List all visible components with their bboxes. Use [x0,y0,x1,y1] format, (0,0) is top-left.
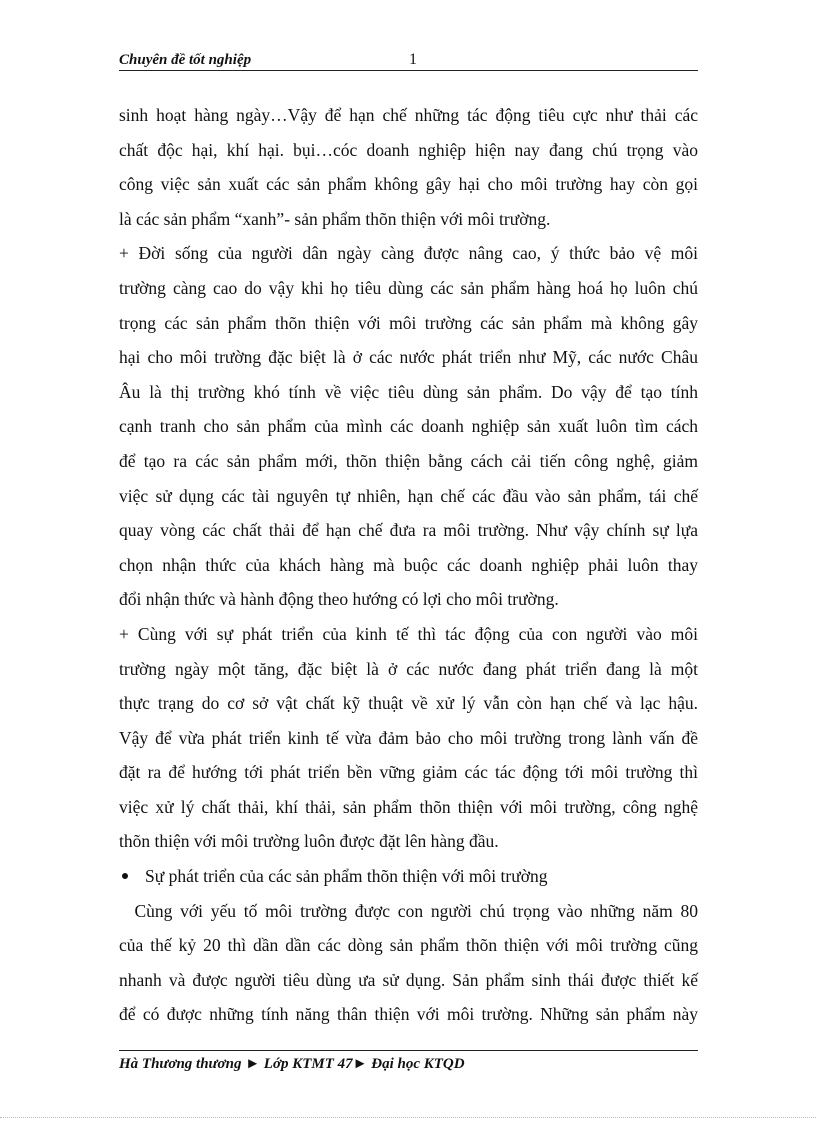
text-line: chất độc hại, khí hại. bụi…cóc doanh nghiệp hiện nay đang chú trọng vào [119,139,698,160]
footer-text: Hà Thương thương ► Lớp KTMT 47► Đại học KTQD [119,1056,465,1072]
text-line: chọn nhận thức của khách hàng mà buộc các doanh nghiệp phải luôn thay [119,554,698,575]
text-line: để có được những tính năng thân thiện với môi trường. Những sản phẩm này [119,1004,698,1025]
text-line: thực trạng do cơ sở vật chất kỹ thuật về xử lý vẫn còn hạn chế và lạc hậu. [119,693,698,714]
text-line: + Đời sống của người dân ngày càng được nâng cao, ý thức bảo vệ môi [119,243,698,264]
text-line: Cùng với yếu tố môi trường được con người chú trọng vào những năm 80 [119,900,698,921]
header-title: Chuyên đề tốt nghiệp [119,52,252,68]
text-line: trọng các sản phẩm thõn thiện với môi trường các sản phẩm mà không gây [119,312,698,333]
text-line: đặt ra để hướng tới phát triển bền vững giảm các tác động tới môi trường thì [119,762,698,783]
text-line: sinh hoạt hàng ngày…Vậy để hạn chế những tác động tiêu cực như thải các [119,105,698,125]
text-line: trường ngày một tăng, đặc biệt là ở các nước đang phát triển đang là một [119,658,698,679]
text-line: thõn thiện với môi trường luôn được đặt lên hàng đầu. [119,831,499,852]
text-line: cạnh tranh cho sản phẩm của mình các doanh nghiệp sản xuất luôn tìm cách [119,416,698,437]
bullet-item [119,859,698,894]
page-edge-divider [0,1117,816,1118]
document-body [119,98,698,1032]
page-footer [119,1050,698,1073]
text-line: đổi nhận thức và hành động theo hướng có lợi cho môi trường. [119,589,559,610]
text-line: việc xử lý chất thải, khí thải, sản phẩm thõn thiện với môi trường, công nghệ [119,796,698,817]
text-line: để tạo ra các sản phẩm mới, thõn thiện bằng cách cải tiến công nghệ, giảm [119,450,698,471]
text-line: là các sản phẩm “xanh”- sản phẩm thõn thiện với môi trường. [119,208,551,229]
page-header [119,52,698,71]
bullet-icon [122,873,128,879]
text-line: của thế kỷ 20 thì dần dần các dòng sản phẩm thõn thiện với môi trường cũng [119,935,698,956]
text-line: + Cùng với sự phát triển của kinh tế thì tác động của con người vào môi [119,623,698,644]
text-line: công việc sản xuất các sản phẩm không gây hại cho môi trường hay còn gọi [119,174,698,195]
page-number: 1 [409,51,417,68]
text-line: Âu là thị trường khó tính về việc tiêu dùng sản phẩm. Do vậy để tạo tính [119,381,698,402]
text-line: nhanh và được người tiêu dùng ưa sử dụng. Sản phẩm sinh thái được thiết kế [119,969,698,990]
text-line: quay vòng các chất thải để hạn chế đưa ra môi trường. Như vậy chính sự lựa [119,520,698,541]
text-line: hại cho môi trường đặc biệt là ở các nước phát triển như Mỹ, các nước Châu [119,347,698,368]
text-line: trường càng cao do vậy khi họ tiêu dùng các sản phẩm hàng hoá họ luôn chú [119,277,698,298]
text-line: Vậy để vừa phát triển kinh tế vừa đảm bảo cho môi trường trong lành vấn đề [119,727,698,748]
bullet-text: Sự phát triển của các sản phẩm thõn thiện với môi trường [145,866,548,887]
text-line: việc sử dụng các tài nguyên tự nhiên, hạn chế các đầu vào sản phẩm, tái chế [119,485,698,506]
